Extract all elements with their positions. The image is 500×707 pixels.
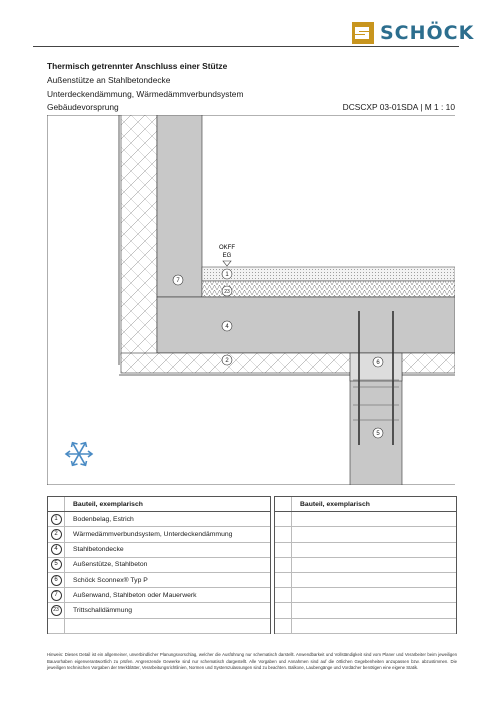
table-row	[275, 603, 456, 618]
row-number: 5	[51, 559, 62, 570]
table-row	[275, 573, 456, 588]
exterior-wall	[157, 115, 202, 297]
table-header-label: Bauteil, exemplarisch	[73, 500, 143, 508]
component-table-right	[274, 496, 457, 634]
marker-1: 1	[225, 272, 229, 278]
table-row	[48, 619, 270, 634]
row-label: Außenwand, Stahlbeton oder Mauerwerk	[73, 591, 197, 599]
row-label: Wärmedämmverbundsystem, Unterdeckendämmung	[73, 530, 233, 538]
subtitle-line-3: Unterdeckendämmung, Wärmedämmverbundsystem	[47, 89, 244, 99]
construction-detail-drawing	[47, 115, 455, 485]
marker-6: 6	[376, 360, 380, 366]
table-row	[275, 588, 456, 603]
impact-sound-insulation	[202, 281, 455, 297]
table-row	[48, 603, 270, 618]
component-table-left	[47, 496, 271, 634]
marker-5: 5	[376, 431, 380, 437]
row-number: 4	[51, 544, 62, 555]
row-number: 7	[51, 590, 62, 601]
row-label: Stahlbetondecke	[73, 546, 124, 554]
table-row	[275, 619, 456, 634]
table-row	[48, 527, 270, 542]
table-row	[48, 573, 270, 588]
drawing-code-scale: DCSCXP 03-01SDA | M 1 : 10	[342, 102, 455, 112]
row-number: 23	[51, 605, 62, 616]
table-row	[275, 512, 456, 527]
header-divider	[33, 46, 459, 47]
wall-insulation	[121, 115, 157, 355]
marker-4: 4	[225, 324, 229, 330]
row-number: 1	[51, 514, 62, 525]
level-label-eg: EG	[222, 253, 232, 259]
row-label: Außenstütze, Stahlbeton	[73, 561, 148, 569]
subtitle-line-4: Gebäudevorsprung	[47, 102, 119, 112]
subtitle-line-2: Außenstütze an Stahlbetondecke	[47, 75, 171, 85]
table-header	[275, 497, 456, 512]
marker-23: 23	[224, 289, 230, 295]
schoeck-logo	[352, 20, 474, 46]
concrete-slab	[157, 297, 455, 353]
table-header	[48, 497, 270, 512]
row-number: 6	[51, 575, 62, 586]
table-row	[48, 512, 270, 527]
table-row	[275, 527, 456, 542]
table-header-label: Bauteil, exemplarisch	[300, 500, 370, 508]
row-number: 2	[51, 529, 62, 540]
schoeck-logo-mark-icon	[352, 22, 374, 44]
floor-screed	[202, 267, 455, 281]
table-row	[275, 543, 456, 558]
disclaimer-note: Hinweis: Dieses Detail ist ein allgemeiner, unverbindlicher Planungsvorschlag, welcher die Ausführung nur schematisch darstellt. Anwendbarkeit und Vollständigkeit sind vom Planer und Verarbeiter beim jeweiligen Bauvorhaben eigenverantwortlich zu prüfen. Angrenzende Gewerke sind nur schematisch dargestellt. Alle Vorgaben und Annahmen sind auf die örtlichen Gegebenheiten anzupassen bzw. abzustimmen. Die jeweiligen technischen Vorgaben der Merkblätter, Verarbeitungsrichtlinien, Normen und Systemzulassungen sind zu beachten. Balkone, Laubengänge und Vordächer benötigen eine eigene Statik.	[47, 652, 457, 671]
table-row	[48, 558, 270, 573]
row-label: Trittschalldämmung	[73, 606, 133, 614]
under-slab-insulation	[121, 353, 455, 373]
row-label: Schöck Sconnex® Typ P	[73, 576, 148, 584]
marker-2: 2	[225, 358, 229, 364]
marker-7: 7	[176, 278, 180, 284]
table-row	[48, 588, 270, 603]
table-row	[275, 558, 456, 573]
table-row	[48, 543, 270, 558]
snowflake-icon	[66, 443, 92, 466]
page-title: Thermisch getrennter Anschluss einer Stütze	[47, 61, 228, 71]
level-label-okff: OKFF	[219, 245, 235, 251]
brand-name: SCHÖCK	[380, 22, 475, 44]
row-label: Bodenbelag, Estrich	[73, 515, 134, 523]
